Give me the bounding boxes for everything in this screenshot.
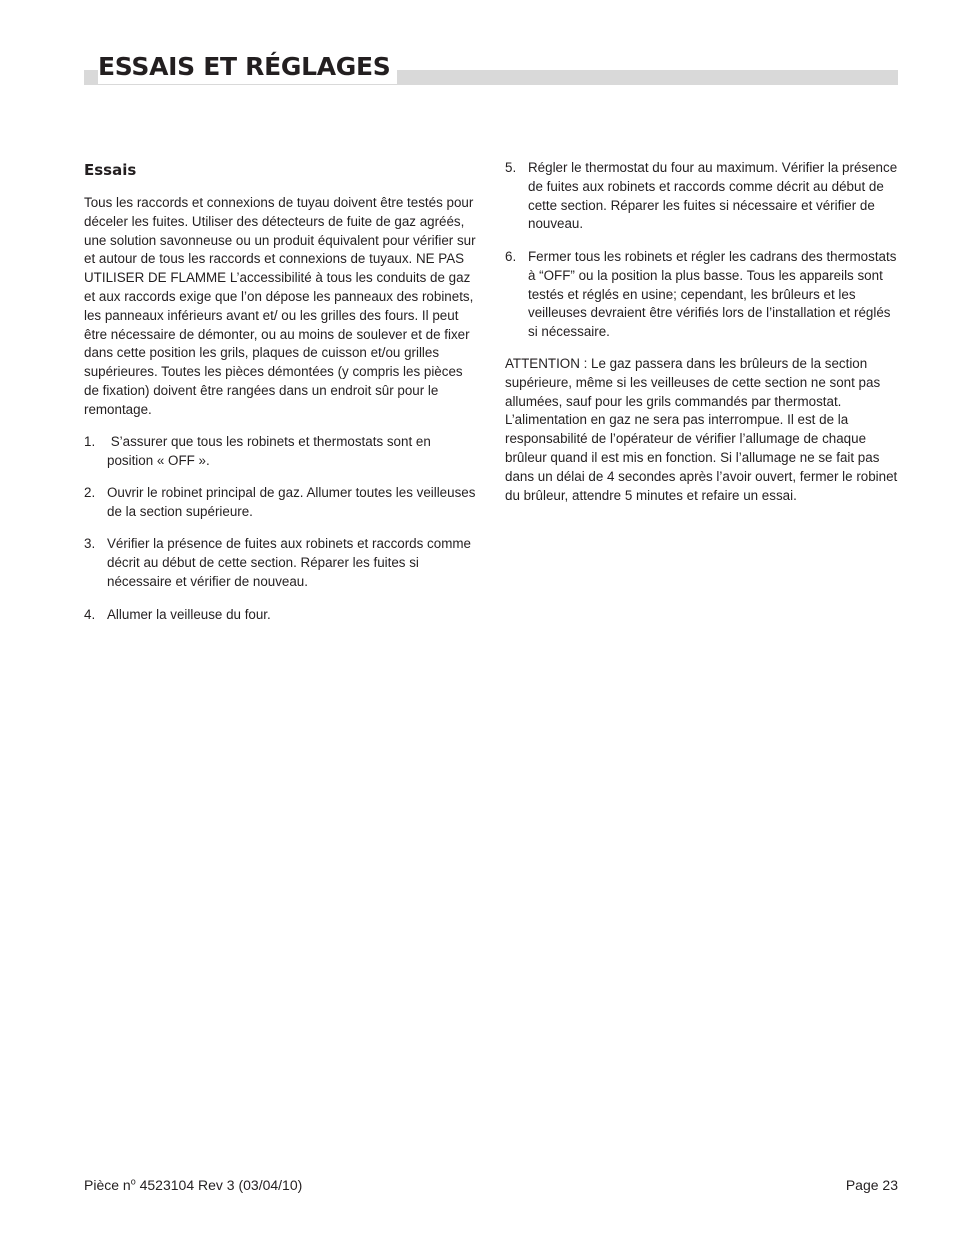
step-text: Fermer tous les robinets et régler les cadrans des thermostats à “OFF” ou la position la plus basse. Tous les appareils sont testés et réglés en usine; cependant, les brûleurs et les veilleuses devraient être vérifiés lors de l’installation et réglés si nécessaire. bbox=[528, 249, 897, 340]
section-heading: Essais bbox=[84, 161, 137, 179]
step-number: 4. bbox=[84, 607, 96, 622]
step-number: 1. bbox=[84, 434, 96, 449]
part-rest: 4523104 Rev 3 (03/04/10) bbox=[135, 1177, 303, 1193]
step-3 bbox=[84, 535, 476, 591]
footer-page-number: Page 23 bbox=[845, 1177, 898, 1193]
intro-paragraph: Tous les raccords et connexions de tuyau doivent être testés pour déceler les fuites. Utiliser des détecteurs de fuite de gaz agréés, une solution savonneuse ou un produit équivalent pour vérifier sur et autour de tous les raccords et connexions de tuyaux. NE PAS UTILISER DE FLAMME L’accessibilité à tous les conduits de gaz et aux raccords exige que l’on dépose les panneaux des robinets, les panneaux inférieurs avant et/ ou les grilles des fours. Il peut être nécessaire de démonter, ou au moins de soulever et de fixer dans cette position les grils, plaques de cuisson et/ou grilles supérieures. Toutes les pièces démontées (y compris les pièces de fixation) doivent être rangées dans un endroit sûr pour le remontage. bbox=[84, 195, 476, 417]
part-prefix: Pièce n bbox=[84, 1177, 131, 1193]
step-text: Régler le thermostat du four au maximum. Vérifier la présence de fuites aux robinets et raccords comme décrit au début de cette section. Réparer les fuites si nécessaire et vérifier de nouveau. bbox=[528, 160, 898, 232]
step-2 bbox=[84, 484, 476, 522]
step-6 bbox=[505, 248, 900, 342]
step-number: 3. bbox=[84, 536, 96, 551]
step-number: 2. bbox=[84, 485, 96, 500]
step-1 bbox=[84, 433, 476, 471]
step-text: Vérifier la présence de fuites aux robinets et raccords comme décrit au début de cette section. Réparer les fuites si nécessaire et vérifier de nouveau. bbox=[107, 536, 471, 589]
step-number: 6. bbox=[505, 249, 517, 264]
footer-part-number bbox=[84, 1176, 302, 1194]
part-superscript: o bbox=[130, 1176, 136, 1187]
step-text: S’assurer que tous les robinets et thermostats sont en position « OFF ». bbox=[107, 434, 435, 468]
step-number: 5. bbox=[505, 160, 517, 175]
attention-note: ATTENTION : Le gaz passera dans les brûleurs de la section supérieure, même si les veilleuses de cette section ne sont pas allumées, sauf pour les grils commandés par thermostat. L’alimentation en gaz ne sera pas interrompue. Il est de la responsabilité de l’opérateur de vérifier l’allumage de chaque brûleur quand il est mis en fonction. Si l’allumage ne se fait pas dans un délai de 4 secondes après l’avoir ouvert, fermer le robinet du brûleur, attendre 5 minutes et refaire un essai. bbox=[505, 356, 898, 503]
step-text: Ouvrir le robinet principal de gaz. Allumer toutes les veilleuses de la section supérieure. bbox=[107, 485, 476, 519]
step-4 bbox=[84, 606, 476, 625]
step-text: Allumer la veilleuse du four. bbox=[107, 607, 271, 622]
page-title: ESSAIS ET RÉGLAGES bbox=[98, 50, 397, 84]
step-5 bbox=[505, 159, 900, 234]
